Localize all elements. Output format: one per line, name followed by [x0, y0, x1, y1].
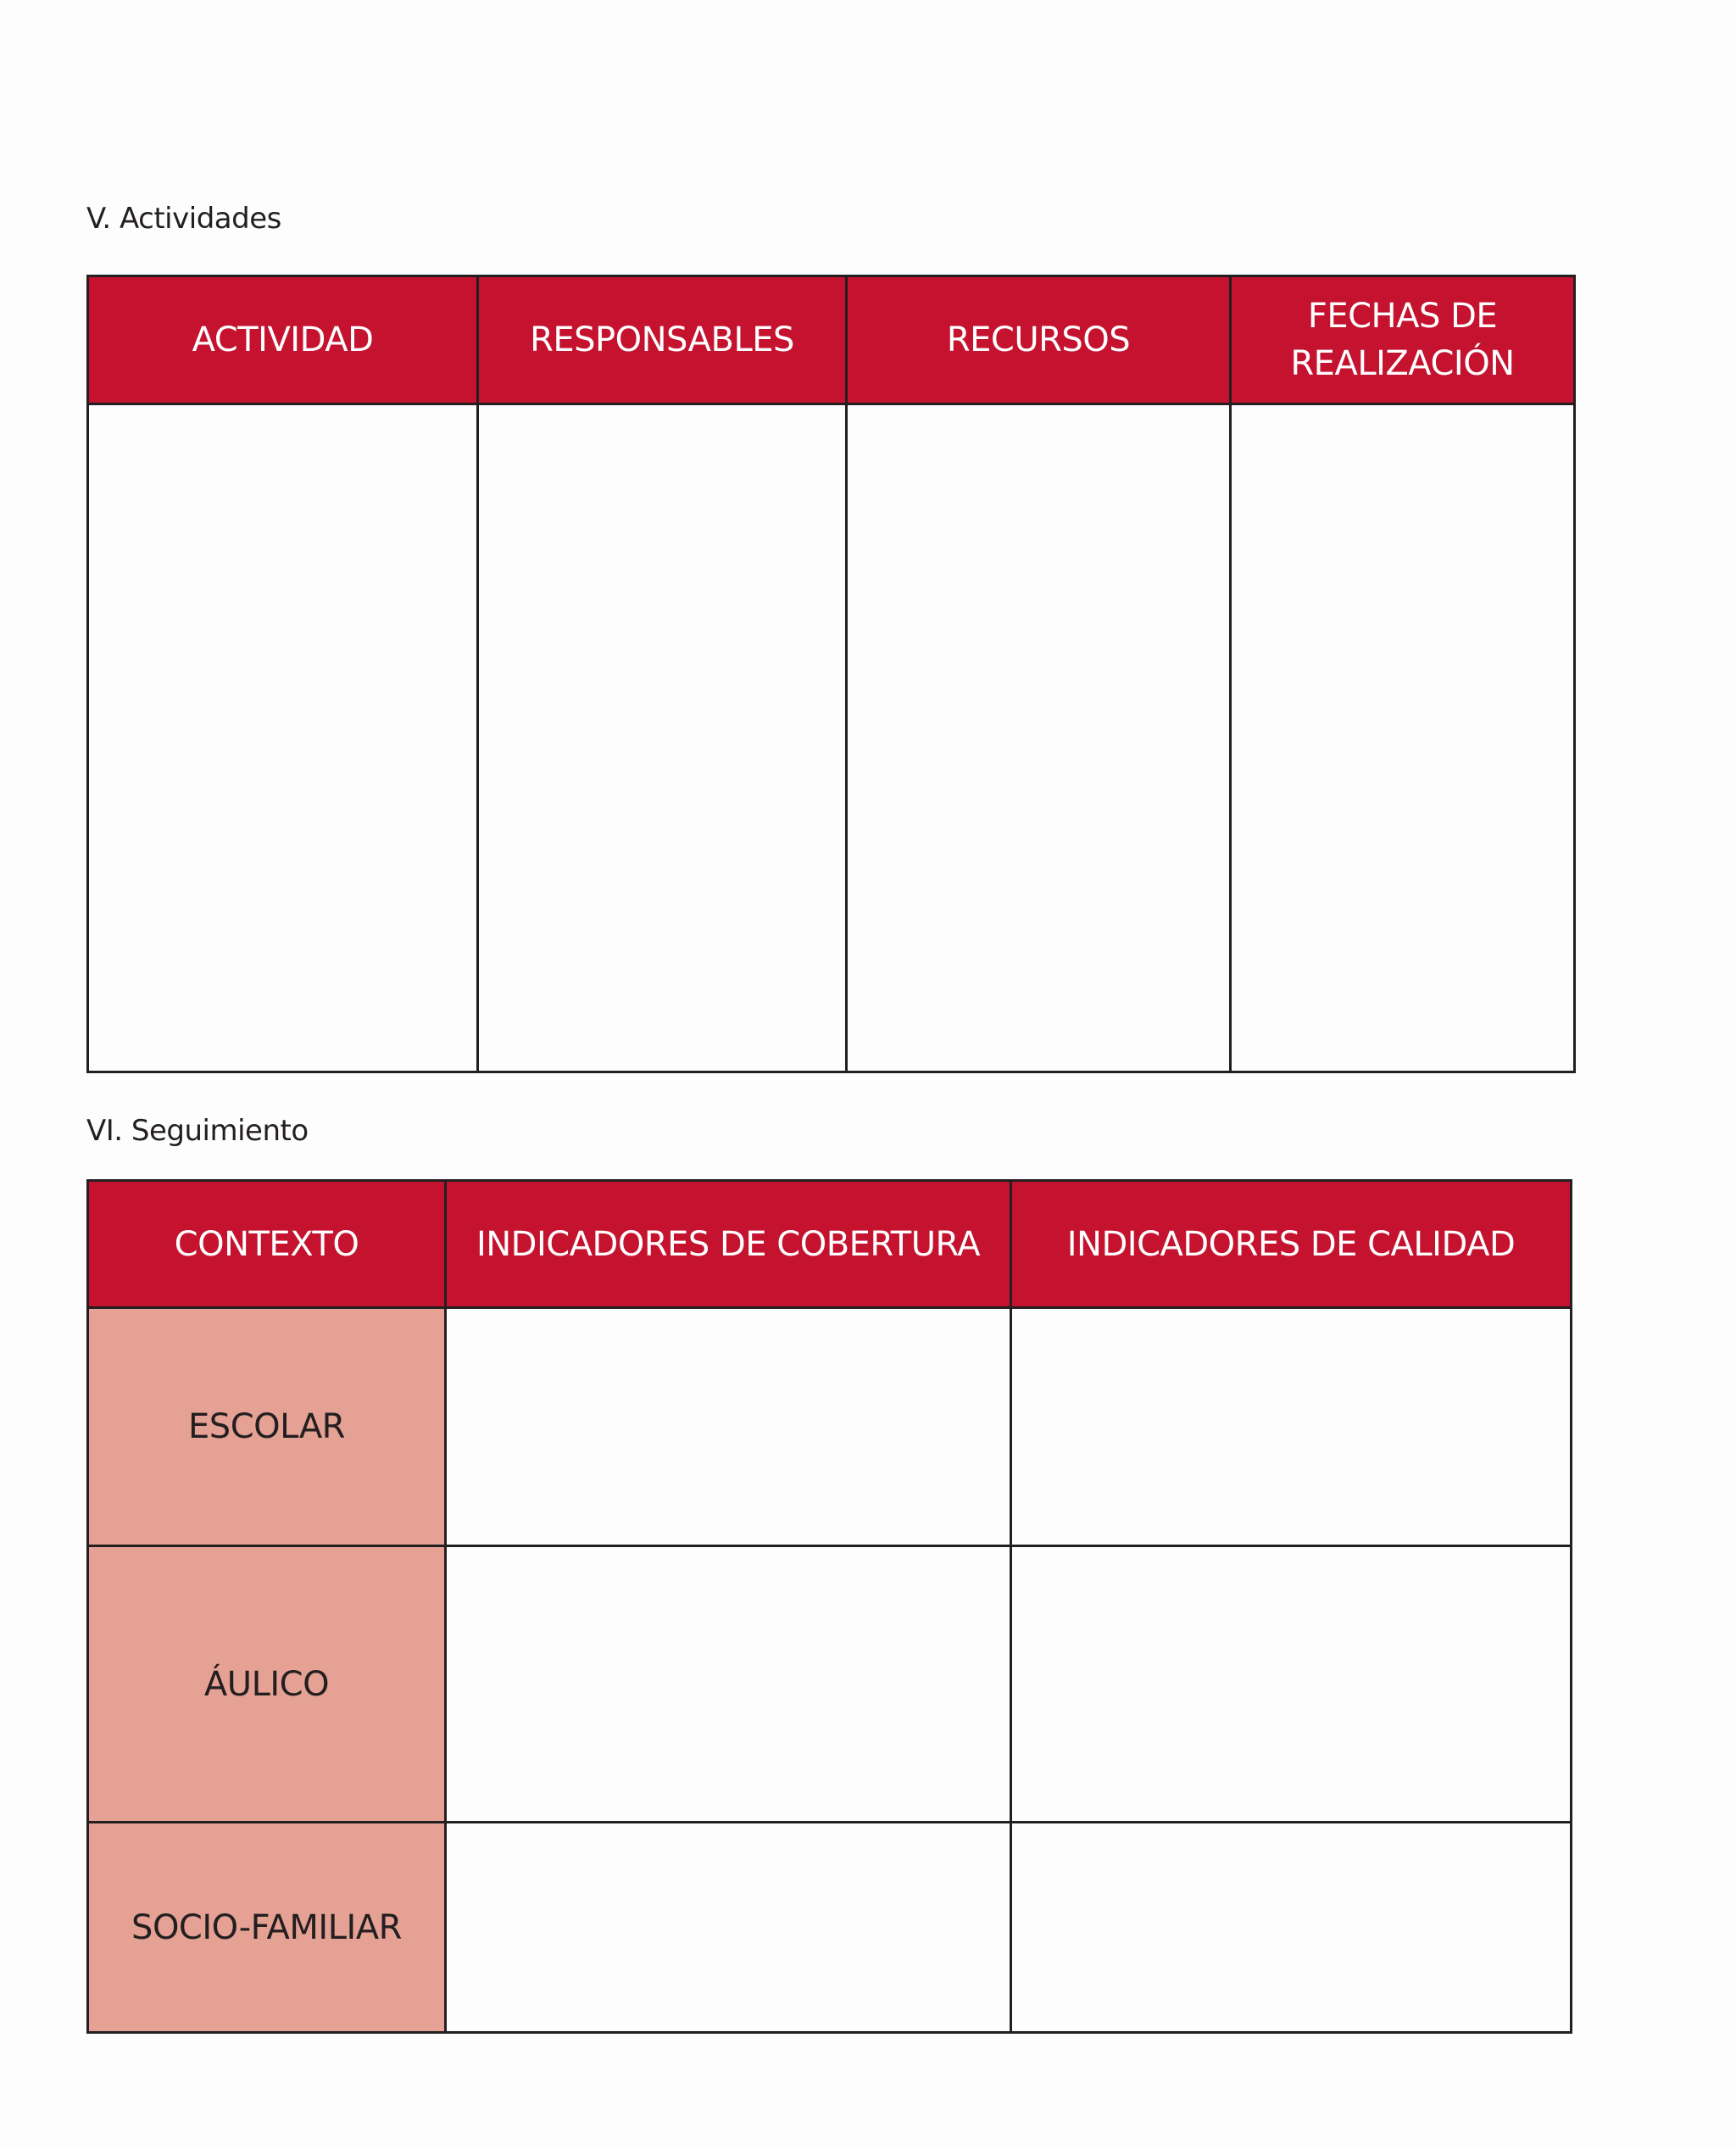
actividades-table	[86, 275, 1576, 1073]
cell-actividad-input[interactable]	[88, 404, 478, 1072]
cell-socio-familiar-calidad[interactable]	[1011, 1823, 1572, 2033]
cell-escolar-cobertura[interactable]	[446, 1308, 1011, 1546]
context-label-socio-familiar: SOCIO-FAMILIAR	[88, 1823, 446, 2033]
header-indicadores-cobertura: INDICADORES DE COBERTURA	[446, 1181, 1011, 1308]
table-row-socio-familiar	[88, 1823, 1572, 2033]
table-row-aulico	[88, 1546, 1572, 1823]
context-label-aulico: ÁULICO	[88, 1546, 446, 1823]
section-title-actividades: V. Actividades	[86, 202, 281, 236]
header-recursos: RECURSOS	[847, 276, 1231, 404]
header-responsables: RESPONSABLES	[478, 276, 847, 404]
header-indicadores-calidad: INDICADORES DE CALIDAD	[1011, 1181, 1572, 1308]
cell-aulico-calidad[interactable]	[1011, 1546, 1572, 1823]
section-title-seguimiento: VI. Seguimiento	[86, 1114, 309, 1148]
table-row-escolar	[88, 1308, 1572, 1546]
cell-responsables-input[interactable]	[478, 404, 847, 1072]
header-fechas-label: FECHAS DE REALIZACIÓN	[1290, 297, 1515, 383]
header-contexto: CONTEXTO	[88, 1181, 446, 1308]
header-actividad: ACTIVIDAD	[88, 276, 478, 404]
cell-aulico-cobertura[interactable]	[446, 1546, 1011, 1823]
cell-recursos-input[interactable]	[847, 404, 1231, 1072]
context-label-escolar: ESCOLAR	[88, 1308, 446, 1546]
cell-fechas-input[interactable]	[1231, 404, 1575, 1072]
cell-escolar-calidad[interactable]	[1011, 1308, 1572, 1546]
seguimiento-table	[86, 1179, 1572, 2034]
header-fechas-de-realizacion	[1231, 276, 1575, 404]
cell-socio-familiar-cobertura[interactable]	[446, 1823, 1011, 2033]
